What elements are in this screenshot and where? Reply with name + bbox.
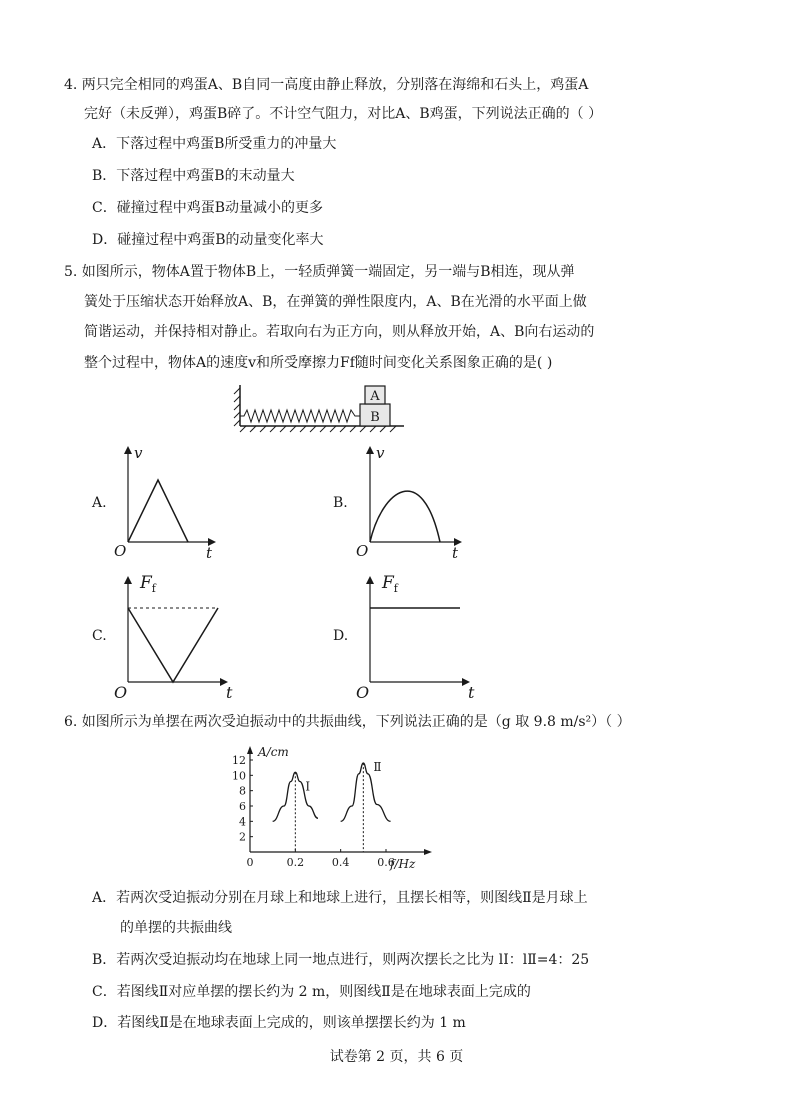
- graph-a-axis-t: t: [206, 544, 213, 562]
- graph-b-axis-t: t: [452, 544, 459, 562]
- curve-1-label: Ⅰ: [305, 779, 311, 794]
- graph-b-label: B.: [333, 495, 348, 511]
- resonance-chart: [228, 740, 428, 875]
- q4-option-b: B．下落过程中鸡蛋B的末动量大: [92, 168, 295, 184]
- graph-c: [110, 568, 240, 700]
- graph-c-axis-f: F: [140, 573, 152, 593]
- q4-stem-line1: 4. 两只完全相同的鸡蛋A、B自同一高度由静止释放，分别落在海绵和石头上，鸡蛋A: [64, 77, 589, 93]
- resonance-curve-2: [341, 763, 391, 821]
- graph-b-axis-v: v: [376, 444, 385, 462]
- q5-stem-line2: 簧处于压缩状态开始释放A、B，在弹簧的弹性限度内，A、B在光滑的水平面上做: [84, 294, 587, 310]
- chart-x-label: f/Hz: [390, 857, 416, 871]
- q5-stem-line3: 简谐运动，并保持相对静止。若取向右为正方向，则从释放开始，A、B向右运动的: [84, 324, 595, 340]
- q6-stem: 6. 如图所示为单摆在两次受迫振动中的共振曲线，下列说法正确的是（g 取 9.8 m/s²）（ ）: [64, 714, 631, 730]
- graph-c-axis-f-sub: f: [151, 582, 156, 595]
- q6-option-a-line2: 的单摆的共振曲线: [120, 920, 232, 936]
- q4-option-d: D．碰撞过程中鸡蛋B的动量变化率大: [92, 232, 324, 248]
- block-a-label: A: [370, 389, 380, 404]
- y-axis-arrow: [247, 746, 253, 754]
- q6-option-a-line1: A．若两次受迫振动分别在月球上和地球上进行，且摆长相等，则图线Ⅱ是月球上: [92, 890, 588, 906]
- x-tick-label: 0.4: [331, 856, 350, 869]
- graph-a-origin: O: [114, 542, 127, 560]
- graph-d-axis-f: F: [382, 573, 394, 593]
- graph-d: [352, 568, 482, 700]
- graph-a-label: A.: [92, 495, 107, 511]
- svg-text:Ff: [381, 573, 399, 595]
- x-tick-label: 0.2: [286, 856, 305, 869]
- y-tick-label: 8: [239, 784, 246, 798]
- graph-d-axis-t: t: [468, 683, 475, 702]
- y-tick-label: 2: [239, 830, 246, 844]
- curve-2-label: Ⅱ: [373, 760, 382, 775]
- q4-option-a: A．下落过程中鸡蛋B所受重力的冲量大: [92, 136, 337, 152]
- y-tick-label: 12: [232, 754, 246, 767]
- graph-d-axis-f-sub: f: [393, 582, 398, 595]
- graph-b-origin: O: [356, 542, 369, 560]
- y-tick-label: 4: [239, 815, 246, 829]
- graph-c-origin: O: [114, 683, 128, 702]
- q6-option-c: C．若图线Ⅱ对应单摆的摆长约为 2 m，则图线Ⅱ是在地球表面上完成的: [92, 984, 531, 1000]
- q5-stem-line1: 5. 如图所示，物体A置于物体B上，一轻质弹簧一端固定，另一端与B相连，现从弹: [64, 264, 575, 280]
- svg-text:Ff: [139, 573, 157, 595]
- spring-block-figure: [232, 380, 412, 436]
- spring: [240, 410, 360, 422]
- graph-c-axis-t: t: [226, 683, 233, 702]
- x-tick-label: 0.6: [377, 856, 395, 869]
- y-tick-label: 6: [239, 800, 246, 813]
- q5-stem-line4: 整个过程中，物体A的速度v和所受摩擦力Ff随时间变化关系图象正确的是( ): [84, 355, 553, 371]
- block-b-label: B: [370, 410, 380, 425]
- q6-option-b: B．若两次受迫振动均在地球上同一地点进行，则两次摆长之比为 lⅠ：lⅡ=4：25: [92, 952, 590, 968]
- q6-option-d: D．若图线Ⅱ是在地球表面上完成的，则该单摆摆长约为 1 m: [92, 1015, 466, 1031]
- x-tick-label: 0: [246, 856, 254, 869]
- graph-a-axis-v: v: [134, 444, 143, 462]
- graph-d-label: D.: [333, 628, 349, 644]
- graph-b: [352, 440, 472, 560]
- page-footer: 试卷第 2 页，共 6 页: [329, 1049, 464, 1065]
- q4-stem-line2: 完好（未反弹），鸡蛋B碎了。不计空气阻力，对比A、B鸡蛋，下列说法正确的（ ）: [84, 106, 603, 122]
- chart-y-label: A/cm: [258, 745, 289, 759]
- graph-a: [110, 440, 220, 560]
- y-tick-label: 10: [232, 769, 246, 783]
- x-axis-arrow: [424, 849, 432, 855]
- graph-d-origin: O: [356, 683, 370, 702]
- graph-c-label: C.: [92, 628, 107, 644]
- q4-option-c: C．碰撞过程中鸡蛋B动量减小的更多: [92, 200, 323, 216]
